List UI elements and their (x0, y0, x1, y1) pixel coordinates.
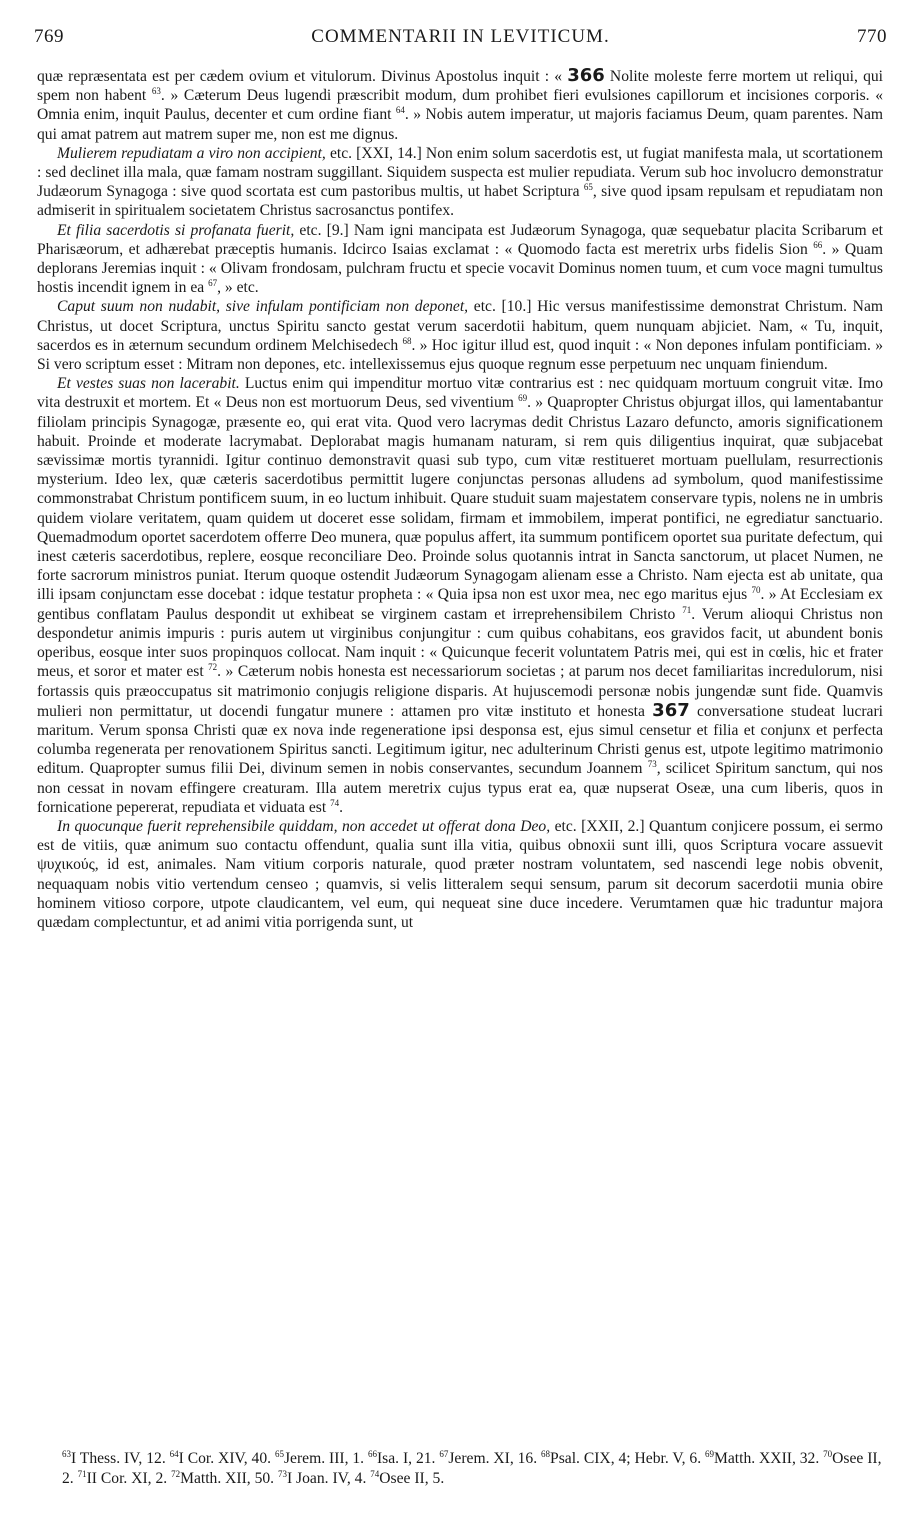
footnote-ref: 64 (395, 105, 405, 116)
text-run: quæ repræsentata est per cædem ovium et vitulorum. Divinus Apostolus inquit : « (37, 68, 568, 85)
text-run: etc. [10.] Hic versus manifestissime demonstrat Christum. Nam Christus, ut docet Scriptura, unctus Spiritu sancto gestat verum sacerdotii habitum, quem nunquam abjiciet. Nam, « Tu, inquit, sacerdos es in æternum secundum ordinem Melchisedech (37, 298, 883, 354)
footnote (62, 1450, 166, 1467)
lemma: Mulierem repudiatam a viro non accipient, (57, 144, 326, 162)
footnote (370, 1470, 444, 1487)
text-run: . » Hoc igitur illud est, quod inquit : « Non depones infulam pontificiam. » Si vero scriptum esset : Mitram non depones, etc. intellexissemus ejus quoque regnum esse perpetuum nec unquam finiendum. (37, 336, 883, 374)
footnote (278, 1470, 366, 1487)
footnote-reference: Matth. XXII, 32. (714, 1450, 820, 1467)
footnote-reference: I Cor. XIV, 40. (178, 1450, 272, 1467)
footnote-number: 72 (171, 1468, 181, 1479)
footnote-number: 65 (274, 1448, 284, 1459)
paragraph (37, 66, 883, 144)
page-number-left: 769 (34, 26, 64, 47)
footnote-reference: Osee II, 2. (62, 1450, 882, 1487)
footnote (78, 1470, 168, 1487)
text-run: . (339, 798, 344, 816)
footnote-number: 68 (541, 1448, 551, 1459)
text-run: etc. [9.] Nam igni mancipata est Judæorum Synagoga, quæ sequebatur placita Scribarum et Pharisæorum, et adhærebat præceptis humanis. Idcirco Isaias exclamat : « Quomodo facta est meretrix urbs fidelis Sion (37, 221, 884, 258)
footnote-number: 67 (439, 1448, 449, 1459)
footnote (171, 1470, 274, 1487)
text-run: conversatione studeat lucrari maritum. Verum sponsa Christi quæ ex nova inde regeneratione ipsi desponsa est, ejus simul censetur et filia et conjunx et perfecta columba regenerata per renovationem Spiritus sancti. Legitimum igitur, nec adulterinum Christi genus est, utpote legitimo matrimonio editum. Quapropter sumus filii Dei, divinum semen in nobis conservantes, secundum Joannem (37, 702, 884, 778)
paragraph (37, 221, 883, 298)
footnote-ref: 70 (751, 585, 761, 596)
footnote-ref: 63 (151, 86, 161, 97)
footnote-reference: Isa. I, 21. (376, 1450, 436, 1467)
footnote-number: 71 (77, 1468, 87, 1479)
paragraph (37, 297, 883, 374)
footnote-reference: I Joan. IV, 4. (286, 1469, 367, 1487)
text-run: , sive quod ipsam repulsam et repudiatam non admiserit in spiritualem societatem Christus sacrosanctus pontifex. (37, 183, 883, 220)
footnote-number: 63 (62, 1448, 71, 1459)
text-run: . » Quam deplorans Jeremias inquit : « Olivam frondosam, pulchram fructu et specie vocavit Dominus nomen tuum, et cum voce magni tumultus hostis incendit ignem in ea (37, 240, 883, 297)
footnote-reference: Matth. XII, 50. (180, 1469, 275, 1487)
text-run: Nolite moleste ferre mortem ut reliqui, qui spem non habent (37, 68, 883, 105)
commentary-body (37, 66, 883, 932)
footnote (705, 1450, 819, 1467)
paragraph (37, 817, 883, 932)
text-run: , » etc. (217, 279, 259, 297)
text-run: . » Cæterum Deus lugendi præscribit modum, dum prohibet fieri evulsiones capillorum et incisiones corporis. « Omnia enim, inquit Paulus, decenter et cum ordine fiant (37, 87, 883, 124)
footnote-ref: 67 (208, 278, 218, 289)
footnote-ref: 72 (208, 662, 218, 673)
footnote-reference: Jerem. III, 1. (283, 1450, 365, 1467)
footnote (368, 1450, 435, 1467)
footnote-ref: 71 (682, 604, 692, 615)
lemma: Et filia sacerdotis si profanata fuerit, (57, 221, 295, 239)
footnote-ref: 69 (518, 393, 528, 404)
text-run: . » At Ecclesiam ex gentibus conflatam Paulus despondit ut exhibeat se virginem castam et irreprehensibilem Christo (37, 586, 883, 623)
text-run: . » Quapropter Christus objurgat illos, qui lamentabantur filiolam principis Synagogæ, præsente eo, qui erat vita. Quod vero lacrymas dedit Christus Lazaro defuncto, amoris significationem habuit. Proinde et moderate lacrymabat. Deplorabat magis humanam naturam, si rem quis diligentius inquirat, quæ subjacebat sævissimæ mortis tyrannidi. Igitur continuo demonstravit quasi sub typo, cum vitæ restitueret mortuam puellulam, resurrectionis mysterium. Ideo lex, quæ cæteris sacerdotibus permittit lugere conjunctas personas alludens ad symbolum, quod manifestissime commonstrabat Christum pontificem suum, in eo luctum inhibuit. Quare studuit suam majestatem conservare typis, nolens ne in umbris quidem violare veritatem, quam quidem ut doceret esse solidam, firmam et immobilem, imperat pontifici, ne egrediatur sanctuario. Quemadmodum oportet sacerdotem offerre Deo munera, quæ populus affert, ita summum pontificem oportet sua puritate defectum, qui inest cæteris sacerdotibus, replere, eosque reconciliare Deo. Proinde solus quotannis intrat in Sancta sanctorum, ut placet Numen, ne forte sacrorum ministros puniat. Iterum quoque ostendit Judæorum Synagogam alienam esse a Christo. Nam ejecta est ab unitate, qua illi ipsam conjunctam esse docebat : idque testatur propheta : « Quia ipsa non est uxor mea, nec ego maritus ejus (37, 394, 883, 604)
running-title: COMMENTARII IN LEVITICUM. (311, 26, 610, 47)
column-number: 367 (652, 699, 690, 721)
footnote (439, 1450, 537, 1467)
lemma: Et vestes suas non lacerabit. (57, 375, 240, 393)
footnote-ref: 74 (330, 797, 340, 808)
footnote-reference: Psal. CIX, 4; Hebr. V, 6. (550, 1450, 702, 1467)
text-run: etc. [XXII, 2.] Quantum conjicere possum, ei sermo est de vitiis, quæ animum suo contactu offendunt, qualia sunt illa vitia, quibus obnoxii sunt illi, quos Scriptura vocare assuevit ψυχικούς, id est, animales. Nam vitium corporis naturale, quod præter nostram voluntatem, sed nascendi lege nobis obvenit, nequaquam nobis vitio vertendum censeo ; quamvis, si velis litteralem sequi sensum, parum sit decorum sacerdotii munia obire hominem vitioso corpore, utpote claudicantem, vel eum, qui nequeat sine duce incedere. Verumtamen quæ hic traduntur majora quædam complectuntur, et ad animi vitia porrigenda sunt, ut (37, 817, 883, 931)
footnote-number: 70 (823, 1448, 833, 1459)
running-header (34, 26, 887, 56)
text-run: etc. [XXI, 14.] Non enim solum sacerdotis est, ut fugiat manifesta mala, ut scortationem : sed declinet illa mala, quæ famam nostram suggillant. Siquidem suspecta est mulier repudiata. Verum sub hoc involucro demonstratur Judæorum Synagoga : sive quod scortata est cum pastoribus multis, ut habet Scriptura (37, 144, 883, 201)
text-run: , scilicet Spiritum sanctum, qui nos non cessat in novam effingere creaturam. Illa autem meretrix cujus typus erat ea, quæ nupserat Oseæ, una cum liberis, quos in fornicatione pepererat, repudiata et viduata est (37, 760, 883, 816)
footnote (541, 1450, 701, 1467)
footnote-reference: I Thess. IV, 12. (71, 1450, 166, 1467)
lemma: In quocunque fuerit reprehensibile quiddam, non accedet ut offerat dona Deo, (57, 817, 551, 835)
footnote-reference: II Cor. XI, 2. (86, 1469, 168, 1487)
footnote-ref: 68 (402, 335, 412, 346)
lemma: Caput suum non nudabit, sive infulam pontificiam non deponet, (57, 298, 469, 316)
footnote (170, 1450, 271, 1467)
page-number-right: 770 (857, 26, 887, 47)
footnotes (62, 1449, 884, 1488)
footnote-ref: 73 (647, 759, 657, 770)
paragraph (37, 374, 883, 817)
footnote-reference: Jerem. XI, 16. (448, 1450, 538, 1467)
footnote-number: 64 (169, 1448, 179, 1459)
footnote-number: 69 (705, 1448, 714, 1459)
footnote (275, 1450, 364, 1467)
footnote-ref: 66 (813, 239, 823, 250)
text-run: . Verum alioqui Christus non despondetur animis impuris : puris autem ut virginibus conjungitur : cum quibus cohabitans, eos gravidos facit, ut abundent bonis operibus, eosque inter suos propinquos collocat. Nam inquit : « Quicunque fecerit voluntatem Patris mei, qui est in cœlis, hic et frater meus, et soror et mater est (37, 605, 883, 681)
text-run: . » Nobis autem imperatur, ut majoris faciamus Deum, quam parentes. Nam qui amat patrem aut matrem super me, non est me dignus. (37, 106, 883, 143)
text-run: . » Cæterum nobis honesta est necessariorum societas ; at parum nos decet familiaritas incredulorum, nisi fortassis quis præoccupatus sit matrimonio conjugis religione disparis. At hujuscemodi personæ nobis jungendæ sunt fide. Quamvis mulieri non permittatur, ut docendi fungatur munere : attamen pro vitæ instituto et honesta (37, 663, 883, 720)
footnote-number: 74 (370, 1468, 380, 1479)
footnote-number: 66 (367, 1448, 377, 1459)
column-number: 366 (567, 65, 605, 86)
paragraph (37, 144, 883, 221)
footnote-reference: Osee II, 5. (379, 1469, 445, 1487)
footnote-number: 73 (277, 1468, 287, 1479)
footnote-ref: 65 (583, 182, 593, 193)
text-run: Luctus enim qui impenditur mortuo vitæ contrarius est : nec quidquam mortuum congruit vitæ. Imo vita destruxit et mortem. Et « Deus non est mortuorum Deus, sed viventium (37, 375, 883, 412)
